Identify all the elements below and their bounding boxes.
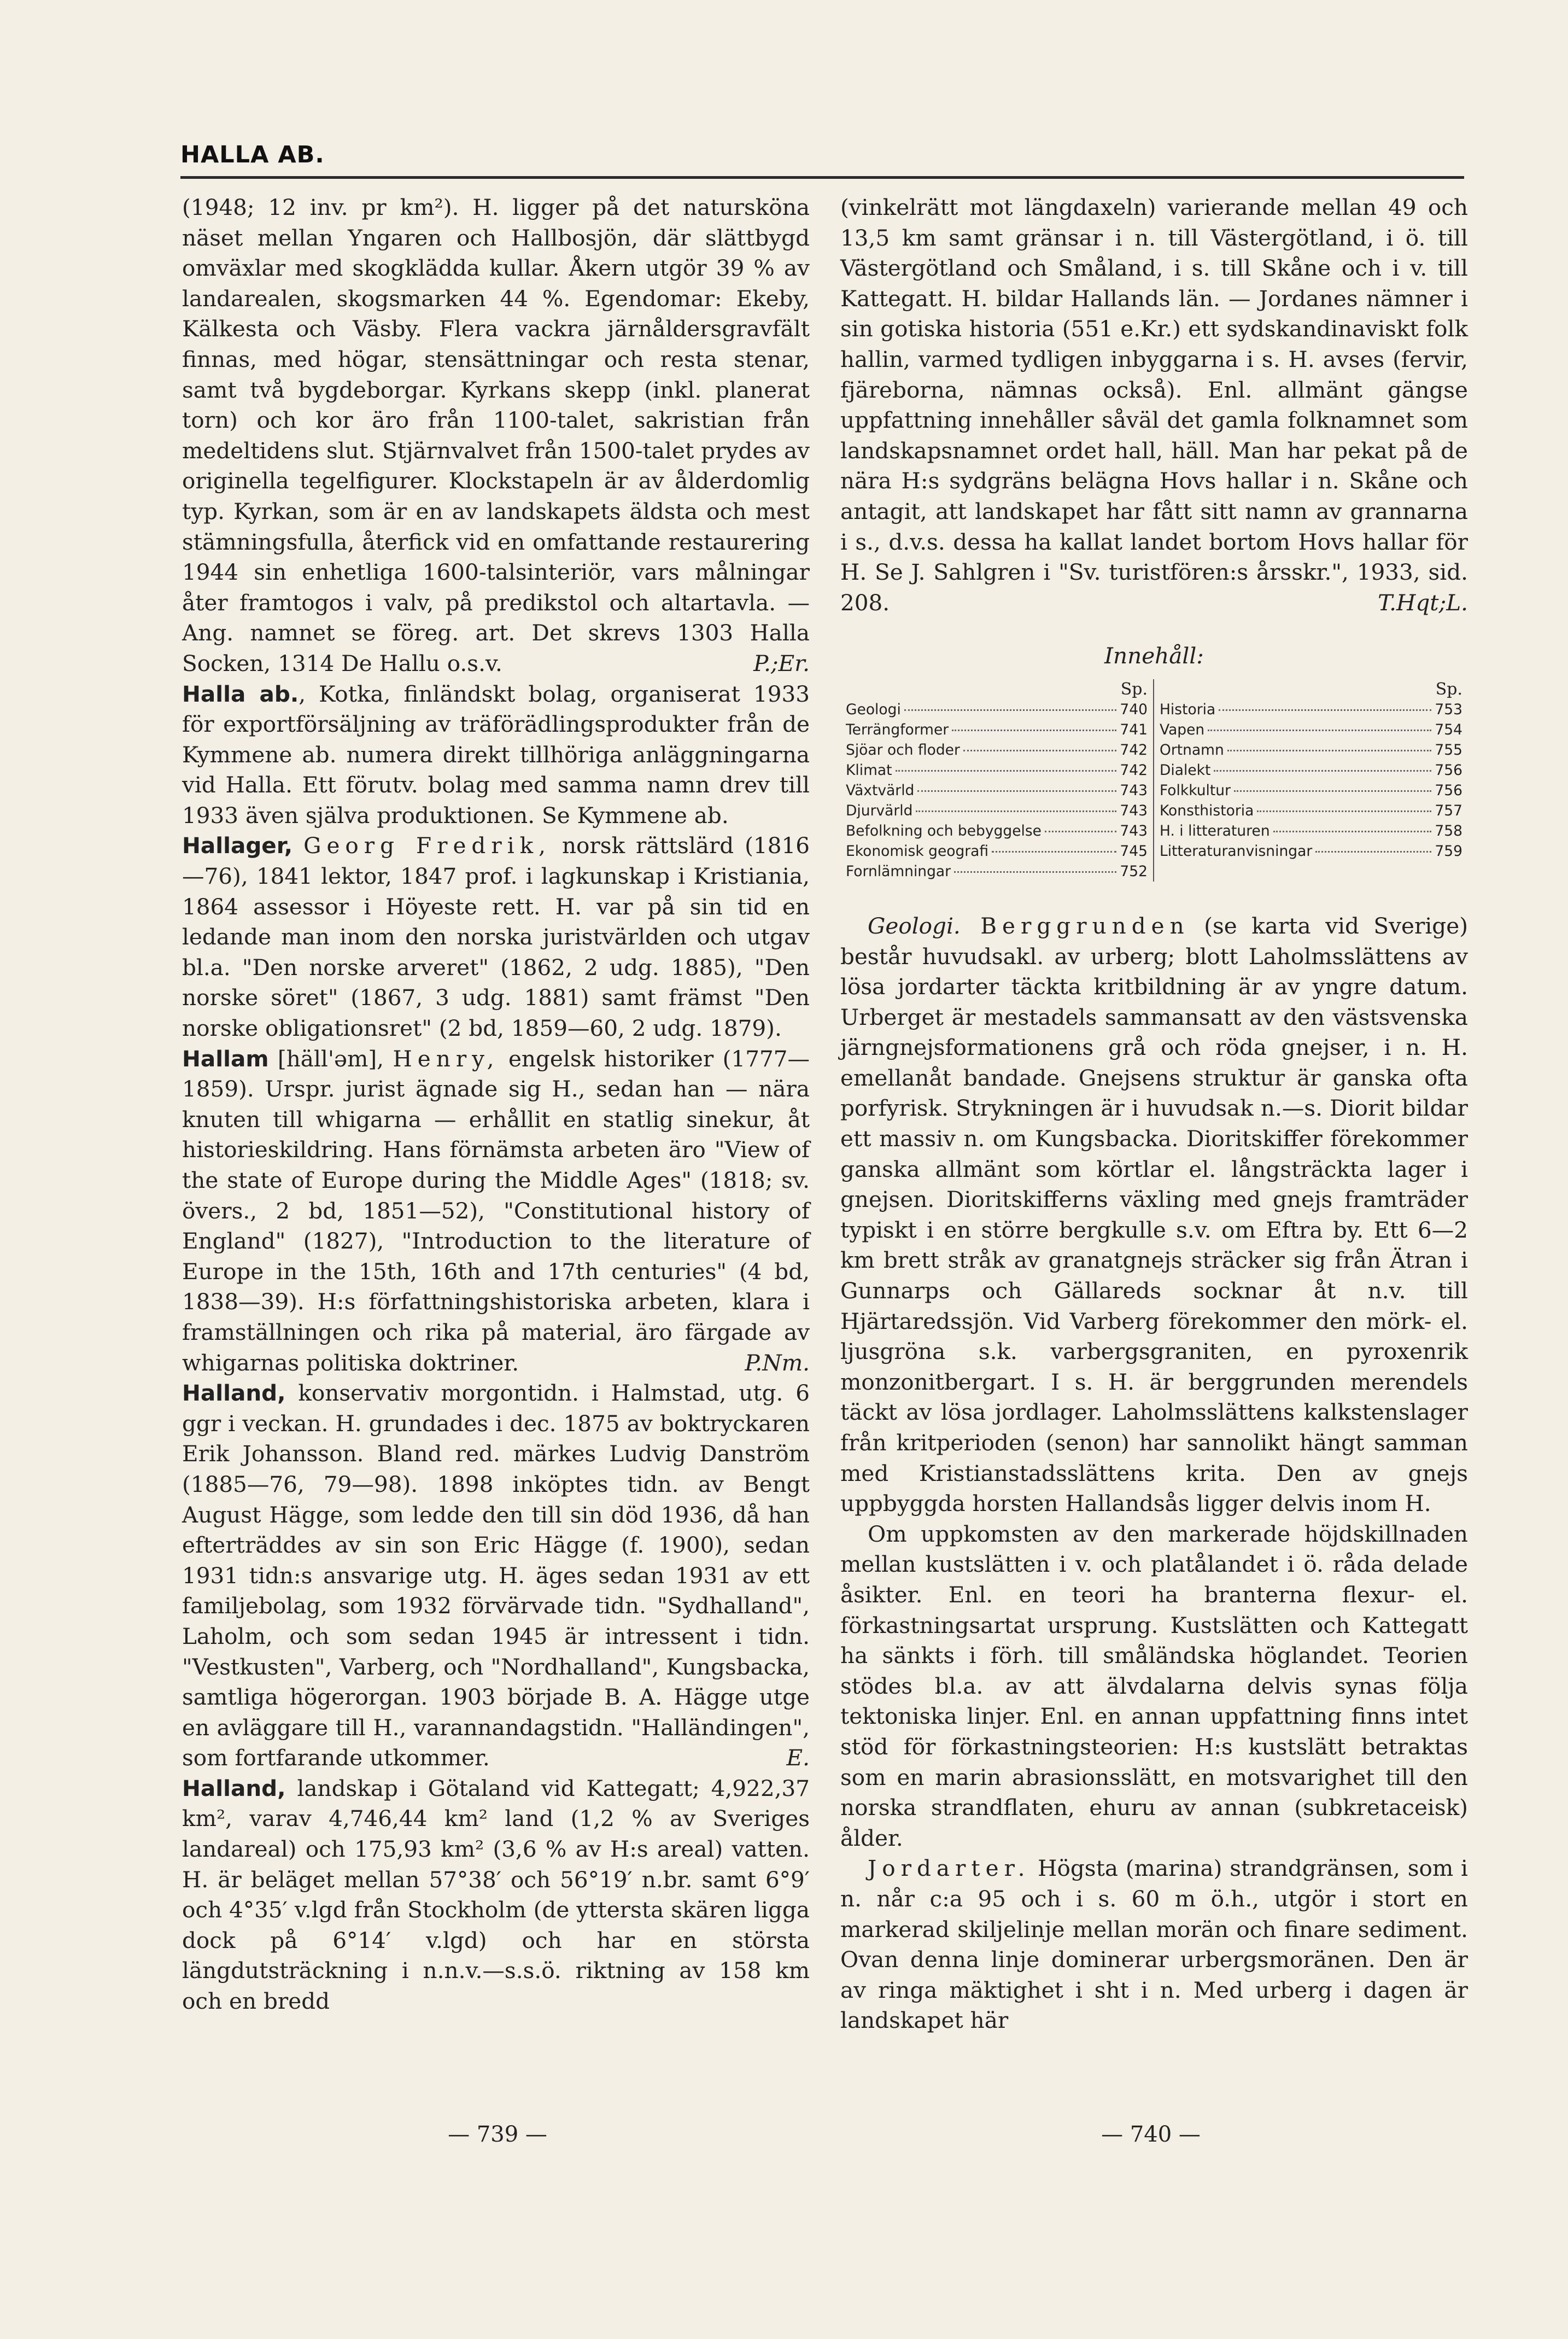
header-rule: [180, 176, 1464, 179]
contents-page: 756: [1435, 781, 1462, 799]
entry-headword: Halla ab.: [182, 680, 299, 707]
contents-column-right: [1154, 679, 1468, 882]
leader-dots: [963, 750, 1117, 751]
contents-page: 742: [1120, 741, 1148, 759]
contents-label: Geologi: [846, 701, 901, 718]
contents-row: [1160, 740, 1462, 760]
leader-dots: [916, 810, 1116, 812]
contents-row: [1160, 760, 1462, 780]
leader-dots: [1214, 770, 1431, 772]
entry-hallam: [182, 1044, 810, 1379]
contents-page: 743: [1120, 781, 1148, 799]
contents-row: [1160, 801, 1462, 821]
contents-label: Sjöar och floder: [846, 741, 960, 759]
contents-row: [846, 801, 1148, 821]
page-number-left: — 739 —: [448, 2122, 547, 2147]
contents-column-left: [840, 679, 1154, 882]
contents-row: [1160, 720, 1462, 740]
entry-headword: Hallager,: [182, 832, 293, 859]
entry-pronunciation: [häll'əm],: [268, 1045, 393, 1072]
leader-dots: [952, 730, 1116, 731]
contents-label: Växtvärld: [846, 781, 915, 799]
geology-paragraph: [840, 911, 1468, 1519]
contents-row: [1160, 821, 1462, 841]
contents-row: [846, 780, 1148, 801]
contents-title: Innehåll:: [1104, 643, 1204, 669]
contents-page: 740: [1120, 701, 1148, 718]
entry-headword: Halland,: [182, 1775, 286, 1801]
leader-dots: [896, 770, 1117, 772]
contents-page: 759: [1435, 842, 1462, 860]
contents-page: 745: [1120, 842, 1148, 860]
leader-dots: [992, 851, 1116, 853]
leader-dots: [1234, 790, 1431, 792]
contents-row: [846, 821, 1148, 841]
right-column: [840, 193, 1468, 2036]
contents-label: Ekonomisk geografi: [846, 842, 989, 860]
entry-text: (vinkelrätt mot längdaxeln) varierande mellan 49 och 13,5 km samt gränsar i n. till Västergötland, i ö. till Västergötland och Småland, i s. till Skåne och i v. till Kattegatt. H. bildar Hallands län. — Jordanes nämner i sin gotiska historia (551 e.Kr.) ett sydskandinaviskt folk hallin, varmed tydligen inbyggarna i s. H. avses (fervir, fjäreborna, nämnas också). Enl. allmänt gängse uppfattning innehåller såväl det gamla folknamnet som landskapsnamnet ordet hall, häll. Man har pekat på de nära H:s sydgräns belägna Hovs hallar i n. Skåne och antagit, att landskapet har fått sitt namn av grannarna i s., d.v.s. dessa ha kallat landet bortom Hovs hallar för H. Se J. Sahlgren i "Sv. turistfören:s årsskr.", 1933, sid. 208.: [840, 194, 1468, 616]
entry-person-name: Georg Fredrik,: [303, 832, 552, 859]
contents-row: [846, 699, 1148, 720]
contents-row: [846, 740, 1148, 760]
contents-table: [840, 679, 1468, 882]
contents-label: Terrängformer: [846, 721, 949, 738]
page-number-right: — 740 —: [1101, 2122, 1201, 2147]
contents-page: 752: [1120, 862, 1148, 880]
entry-headword: Hallam: [182, 1045, 269, 1072]
contents-page: 742: [1120, 761, 1148, 779]
entry-text: (1948; 12 inv. pr km²). H. ligger på det natursköna näset mellan Yngaren och Hallbosjön, där slättbygd omväxlar med skogklädda kullar. Åkern utgör 39 % av landarealen, skogsmarken 44 %. Egendomar: Ekeby, Kälkesta och Väsby. Flera vackra järnåldersgravfält finnas, med högar, stensättningar och resta stenar, samt två bygdeborgar. Kyrkans skepp (inkl. planerat torn) och kor äro från 1100-talet, sakristian från medeltidens slut. Stjärnvalvet från 1500-talet prydes av originella tegelfigurer. Klockstapeln är av ålderdomlig typ. Kyrkan, som är en av landskapets äldsta och mest stämningsfulla, återfick vid en omfattande restaurering 1944 sin enhetliga 1600-talsinteriör, vars målningar åter framtogos i valv, på predikstol och altartavla. — Ang. namnet se föreg. art. Det skrevs 1303 Halla Socken, 1314 De Hallu o.s.v.: [182, 194, 810, 676]
contents-label: Fornlämningar: [846, 862, 951, 880]
leader-dots: [1045, 831, 1116, 832]
entry-hallager: [182, 831, 810, 1043]
section-lead: Geologi.: [868, 912, 961, 939]
running-head: HALLA AB.: [180, 141, 325, 168]
halland-intro-paragraph: [840, 193, 1468, 618]
contents-label: Ortnamn: [1160, 741, 1224, 759]
leader-dots: [904, 709, 1117, 711]
entry-signature: P.;Er.: [753, 650, 810, 676]
entry-halla-ab: [182, 679, 810, 831]
entry-text: landskap i Götaland vid Kattegatt; 4,922,37 km², varav 4,746,44 km² land (1,2 % av Sveriges landareal) och 175,93 km² (3,6 % av H:s areal) vatten. H. är beläget mellan 57°38′ och 56°19′ n.br. samt 6°9′ och 4°35′ v.lgd från Stockholm (de yttersta skären ligga dock på 6°14′ v.lgd) och har en största längdutsträckning i n.n.v.—s.s.ö. riktning av 158 km och en bredd: [182, 1775, 810, 2015]
contents-label: Djurvärld: [846, 802, 913, 819]
contents-page: 754: [1435, 721, 1462, 738]
contents-row: [846, 841, 1148, 861]
contents-page: 743: [1120, 802, 1148, 819]
contents-label: Folkkultur: [1160, 781, 1231, 799]
contents-row: [846, 760, 1148, 780]
contents-row: [846, 861, 1148, 882]
entry-text: , Kotka, finländskt bolag, organiserat 1933 för exportförsäljning av träförädlingsprodukter från de Kymmene ab. numera direkt tillhöriga anläggningarna vid Halla. Ett förutv. bolag med samma namn drev till 1933 även själva produktionen. Se Kymmene ab.: [182, 680, 810, 829]
left-column: [182, 193, 810, 2017]
entry-person-name: Henry,: [393, 1045, 500, 1072]
entry-signature: T.Hqt;L.: [1378, 589, 1468, 616]
contents-page: 757: [1435, 802, 1462, 819]
contents-label: Vapen: [1160, 721, 1205, 738]
entry-halla-parish-continuation: [182, 193, 810, 679]
contents-row: [1160, 780, 1462, 801]
leader-dots: [1273, 831, 1432, 832]
contents-label: H. i litteraturen: [1160, 822, 1270, 839]
entry-text: norsk rättslärd (1816—76), 1841 lektor, 1847 prof. i lagkunskap i Kristiania, 1864 assessor i Höyeste rett. H. var på sin tid en ledande man inom den norska juristvärlden och utgav bl.a. "Den norske arveret" (1862, 2 udg. 1885), "Den norske söret" (1867, 3 udg. 1881) samt främst "Den norske obligationsret" (2 bd, 1859—60, 2 udg. 1879).: [182, 832, 810, 1042]
contents-label: Litteraturanvisningar: [1160, 842, 1313, 860]
soils-paragraph: [840, 1853, 1468, 2036]
section-subhead: Berggrunden: [960, 912, 1190, 939]
tectonics-paragraph: [840, 1519, 1468, 1854]
entry-text: (se karta vid Sverige) består huvudsakl. av urberg; blott Laholmsslättens av lösa jordarter täckta kritbildning är av yngre datum. Urberget är mestadels sammansatt av den västsvenska järngnejsformationens grå och röda gnejser, i n. H. emellanåt bandade. Gnejsens struktur är ganska ofta porfyrisk. Strykningen är i huvudsak n.—s. Diorit bildar ett massiv n. om Kungsbacka. Dioritskiffer förekommer ganska allmänt som körtlar el. långsträckta lager i gnejsen. Dioritskifferns växling med gnejs framträder typiskt i en större bergkulle s.v. om Eftra by. Ett 6—2 km brett stråk av granatgnejs sträcker sig från Ätran i Gunnarps och Gällareds socknar åt n.v. till Hjärtaredssjön. Vid Varberg förekommer den mörk- el. ljusgröna s.k. varbergsgraniten, en pyroxenrik monzonitbergart. I s. H. är berggrunden merendels täckt av lösa jordlager. Laholmsslättens kalkstenslager från kritperioden (senon) har sannolikt hängt samman med Kristianstadsslättens krita. Den av gnejs uppbyggda horsten Hallandsås ligger delvis inom H.: [840, 912, 1468, 1517]
leader-dots: [1315, 851, 1431, 853]
entry-halland-province: [182, 1774, 810, 2017]
contents-page: 743: [1120, 822, 1148, 839]
entry-text: Högsta (marina) strandgränsen, som i n. når c:a 95 och i s. 60 m ö.h., utgör i stort en markerad skiljelinje mellan morän och finare sediment. Ovan denna linje dominerar urbergsmoränen. Den är av ringa mäktighet i sht i n. Med urberg i dagen är landskapet här: [840, 1855, 1468, 2034]
contents-page: 756: [1435, 761, 1462, 779]
contents-page: 758: [1435, 822, 1462, 839]
entry-signature: P.Nm.: [745, 1349, 810, 1376]
entry-signature: E.: [786, 1745, 810, 1771]
leader-dots: [1219, 709, 1431, 711]
entry-text: konservativ morgontidn. i Halmstad, utg. 6 ggr i veckan. H. grundades i dec. 1875 av boktryckaren Erik Johansson. Bland red. märkes Ludvig Danström (1885—76, 79—98). 1898 inköptes tidn. av Bengt August Hägge, som ledde den till sin död 1936, då han efterträddes av sin son Eric Hägge (f. 1900), sedan 1931 tidn:s ansvarige utg. H. äges sedan 1931 av ett familjebolag, som 1932 förvärvade tidn. "Sydhalland", Laholm, och som sedan 1945 är intressent i tidn. "Vestkusten", Varberg, och "Nordhalland", Kungsbacka, samtliga högerorgan. 1903 började B. A. Hägge utge en avläggare till H., varannandagstidn. "Halländingen", som fortfarande utkommer.: [182, 1380, 810, 1771]
contents-row: [846, 720, 1148, 740]
contents-label: Klimat: [846, 761, 892, 779]
contents-label: Dialekt: [1160, 761, 1211, 779]
contents-page: 741: [1120, 721, 1148, 738]
leader-dots: [917, 790, 1116, 792]
contents-label: Konsthistoria: [1160, 802, 1254, 819]
contents-column-header: Sp.: [1120, 679, 1148, 699]
entry-halland-newspaper: [182, 1378, 810, 1774]
leader-dots: [954, 871, 1116, 873]
entry-headword: Halland,: [182, 1380, 286, 1407]
contents-label: Befolkning och bebyggelse: [846, 822, 1042, 839]
contents-page: 755: [1435, 741, 1462, 759]
contents-row: [1160, 841, 1462, 861]
leader-dots: [1257, 810, 1431, 812]
section-subhead: Jordarter.: [868, 1855, 1031, 1882]
contents-column-header: Sp.: [1435, 679, 1462, 699]
contents-row: [1160, 699, 1462, 720]
leader-dots: [1227, 750, 1432, 751]
entry-text: engelsk historiker (1777—1859). Urspr. jurist ägnade sig H., sedan han — nära knuten till whigarna — erhållit en statlig sinekur, åt historieskildring. Hans förnämsta arbeten äro "View of the state of Europe during the Middle Ages" (1818; sv. övers., 2 bd, 1851—52), "Constitutional history of England" (1827), "Introduction to the literature of Europe in the 15th, 16th and 17th centuries" (4 bd, 1838—39). H:s författningshistoriska arbeten, klara i framställningen och rika på material, äro färgade av whigarnas politiska doktriner.: [182, 1045, 810, 1376]
contents-page: 753: [1435, 701, 1462, 718]
leader-dots: [1208, 730, 1431, 731]
contents-label: Historia: [1160, 701, 1216, 718]
entry-text: Om uppkomsten av den markerade höjdskillnaden mellan kustslätten i v. och platålandet i ö. råda delade åsikter. Enl. en teori ha branterna flexur- el. förkastningsartat ursprung. Kustslätten och Kattegatt ha sänkts i förh. till småländska höglandet. Teorien stödes bl.a. av att älvdalarna delvis synas följa tektoniska linjer. Enl. en annan uppfattning finns intet stöd för förkastningsteorien: H:s kustslätt betraktas som en marin abrasionsslätt, en motsvarighet till den norska strandflaten, ehuru av annan (subkretaceisk) ålder.: [840, 1520, 1468, 1851]
